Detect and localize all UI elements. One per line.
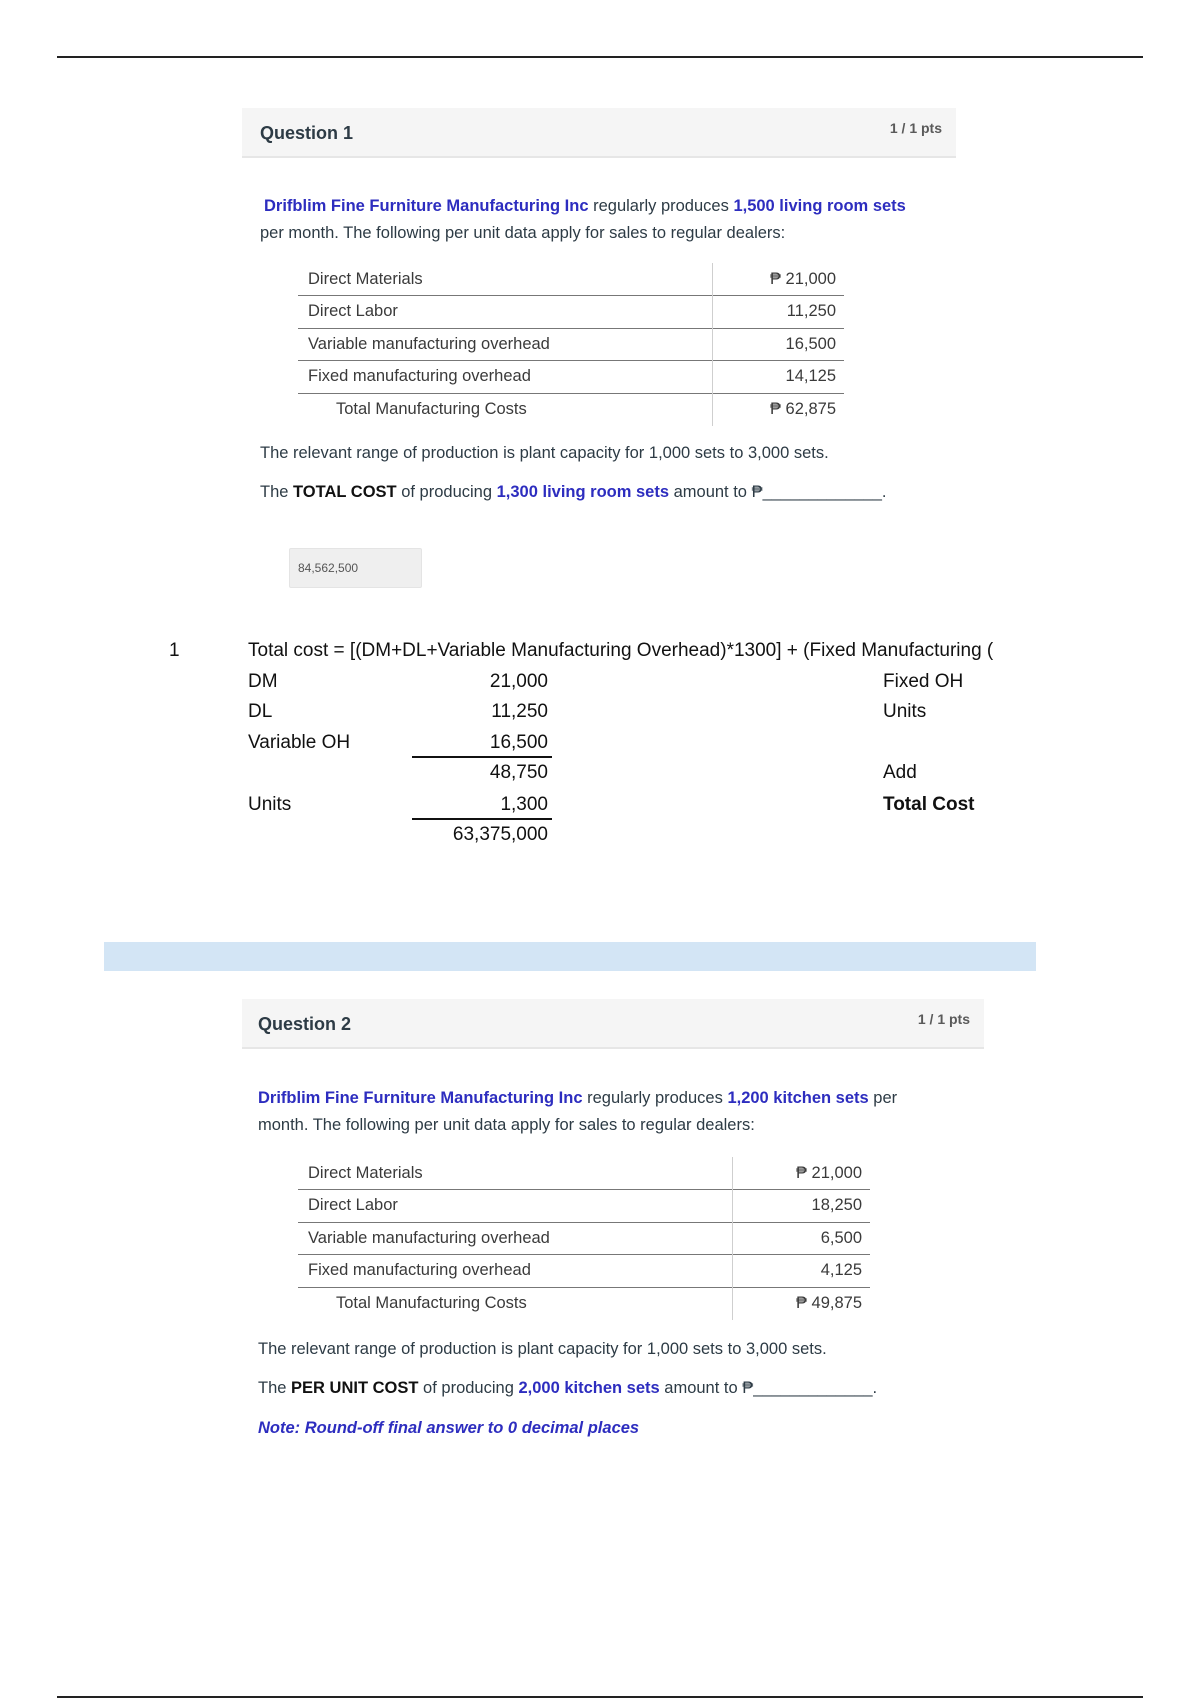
question-2-intro-line2: month. The following per unit data apply for sales to regular dealers: xyxy=(258,1116,755,1134)
question-1-title: Question 1 xyxy=(260,123,354,143)
question-2-cost-table xyxy=(298,1157,870,1320)
calc-value-dm: 21,000 xyxy=(489,671,548,692)
calc-label-dl: DL xyxy=(248,701,273,722)
calc-right-units: Units xyxy=(883,701,927,722)
calc-label-dm: DM xyxy=(248,671,278,692)
cost-row-label: Fixed manufacturing overhead xyxy=(298,1255,732,1288)
cost-row-value: 16,500 xyxy=(713,328,844,361)
cost-row-value: 18,250 xyxy=(732,1190,870,1223)
cost-table-row xyxy=(298,1287,870,1320)
question-1-intro: Drifblim Fine Furniture Manufacturing Inc regularly produces 1,500 living room sets xyxy=(264,197,906,215)
calc-value-variable-total: 63,375,000 xyxy=(452,824,548,845)
cost-table-row xyxy=(298,1157,870,1190)
question-2-title: Question 2 xyxy=(258,1014,352,1034)
calc-value-variable-oh: 16,500 xyxy=(489,732,548,753)
question-1-range: The relevant range of production is plant capacity for 1,000 sets to 3,000 sets. xyxy=(260,444,829,462)
question-2-note: Note: Round-off final answer to 0 decimal places xyxy=(258,1419,640,1437)
calc-right-add: Add xyxy=(883,762,917,783)
question-1-points: 1 / 1 pts xyxy=(889,120,942,136)
calc-value-dl: 11,250 xyxy=(491,701,548,722)
cost-row-value: 14,125 xyxy=(713,361,844,394)
cost-row-value: 11,250 xyxy=(713,296,844,329)
cost-row-label: Direct Labor xyxy=(298,1190,732,1223)
cost-row-value: ₱ 49,875 xyxy=(732,1287,870,1320)
cost-row-label: Direct Materials xyxy=(298,263,713,296)
solution-number: 1 xyxy=(169,640,180,661)
calc-underline-1 xyxy=(412,756,552,758)
quantity-produced: 1,500 living room sets xyxy=(733,197,906,215)
cost-row-label: Fixed manufacturing overhead xyxy=(298,361,713,394)
cost-row-value: 6,500 xyxy=(732,1222,870,1255)
calc-label-units: Units xyxy=(248,794,292,815)
company-name: Drifblim Fine Furniture Manufacturing Inc xyxy=(258,1089,583,1107)
question-2-header xyxy=(242,999,984,1049)
cost-row-label: Direct Materials xyxy=(298,1157,732,1190)
cost-row-label: Variable manufacturing overhead xyxy=(298,1222,732,1255)
cost-row-label: Variable manufacturing overhead xyxy=(298,328,713,361)
question-1-ask: The TOTAL COST of producing 1,300 living room sets amount to ₱_____________. xyxy=(260,483,887,501)
quantity-produced: 1,200 kitchen sets xyxy=(727,1089,869,1107)
calc-value-units: 1,300 xyxy=(500,794,548,815)
cost-row-label: Total Manufacturing Costs xyxy=(298,1287,732,1320)
question-2-ask: The PER UNIT COST of producing 2,000 kitchen sets amount to ₱_____________. xyxy=(258,1379,878,1397)
question-2-intro: Drifblim Fine Furniture Manufacturing Inc regularly produces 1,200 kitchen sets per xyxy=(258,1089,898,1107)
section-divider-band xyxy=(104,942,1036,971)
calc-right-fixed-oh: Fixed OH xyxy=(883,671,964,692)
calc-underline-2 xyxy=(412,818,552,820)
company-name: Drifblim Fine Furniture Manufacturing Inc xyxy=(264,197,589,215)
cost-row-value: ₱ 21,000 xyxy=(795,1163,862,1182)
cost-row-label: Total Manufacturing Costs xyxy=(298,393,713,426)
cost-table-row xyxy=(298,1255,870,1288)
cost-table-row xyxy=(298,1190,870,1223)
question-1-answer-input[interactable]: 84,562,500 xyxy=(289,548,422,588)
cost-table-row xyxy=(298,1222,870,1255)
question-2-points: 1 / 1 pts xyxy=(917,1011,970,1027)
cost-row-label: Direct Labor xyxy=(298,296,713,329)
question-1-intro-line2: per month. The following per unit data apply for sales to regular dealers: xyxy=(260,224,786,242)
calc-right-total-cost: Total Cost xyxy=(883,794,975,815)
calc-label-variable-oh: Variable OH xyxy=(248,732,351,753)
question-2-card xyxy=(242,999,984,1469)
page-bottom-rule xyxy=(57,1696,1143,1698)
cost-row-value: ₱ 21,000 xyxy=(769,269,836,288)
question-2-range: The relevant range of production is plant capacity for 1,000 sets to 3,000 sets. xyxy=(258,1340,827,1358)
cost-row-value: 4,125 xyxy=(732,1255,870,1288)
calc-value-subtotal: 48,750 xyxy=(489,762,548,783)
cost-row-value: ₱ 62,875 xyxy=(713,393,844,426)
solution-formula: Total cost = [(DM+DL+Variable Manufacturing Overhead)*1300] + (Fixed Manufacturing ( xyxy=(248,640,994,661)
